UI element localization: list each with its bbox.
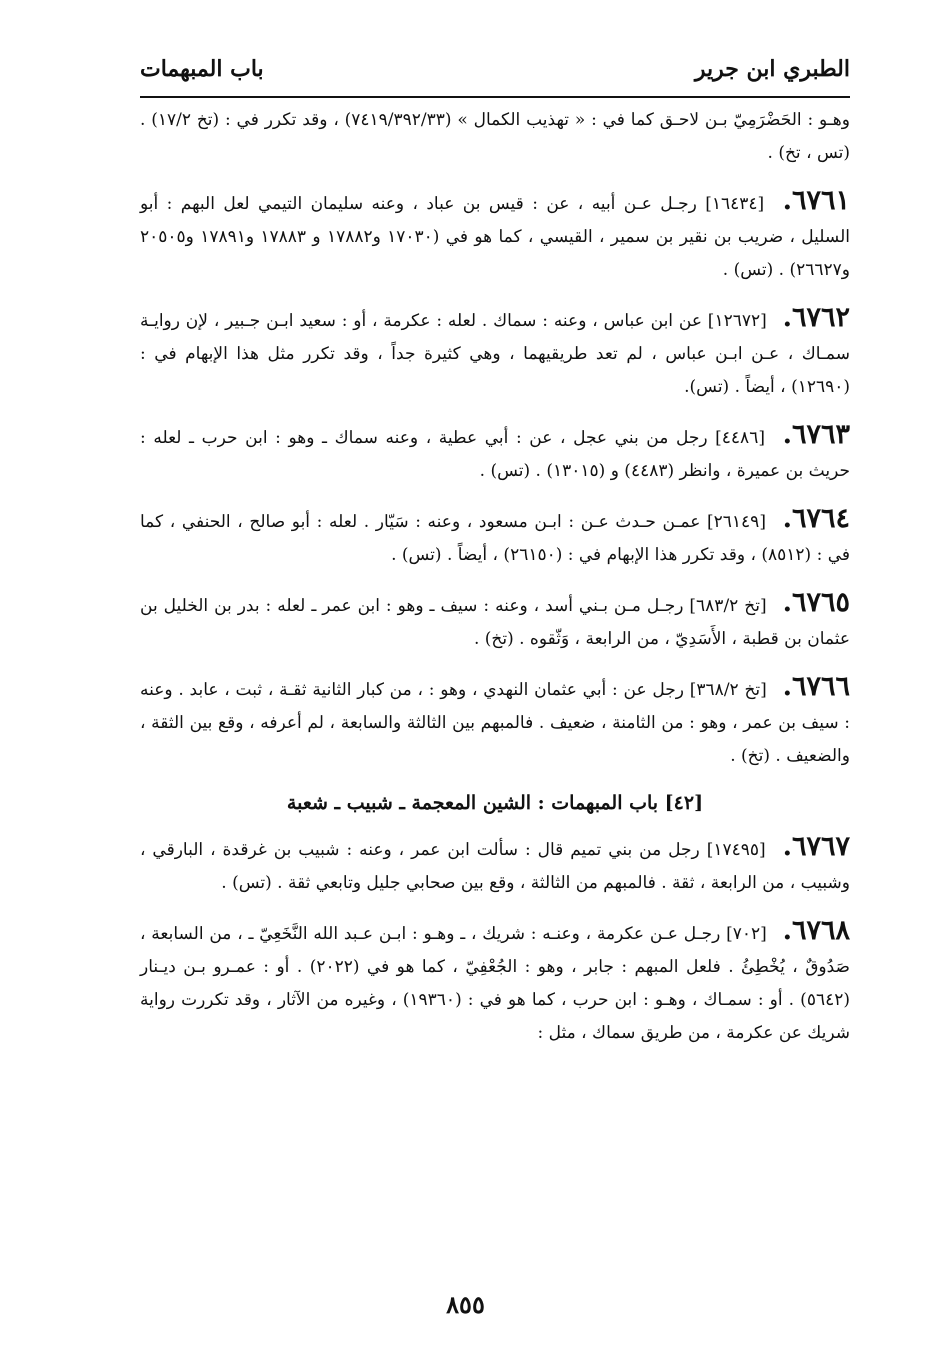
entry-number: ٦٧٦٨.: [782, 915, 850, 946]
entry-6763: [140, 418, 850, 488]
header-book-title: الطبري ابن جرير: [694, 56, 850, 82]
body-text: [140, 104, 850, 1064]
entry-6767: [140, 830, 850, 900]
entry-number: ٦٧٦٦.: [782, 671, 851, 702]
entry-6762: [140, 301, 850, 404]
entry-text: [١٦٤٣٤] رجـل عـن أبيه ، عن : قيس بن عباد ، وعنه سليمان التيمي لعل البهم : أبو السليل ، ضريب بن نقير بن سمير ، القيسي ، كما هو في (١٧٠٣٠ و١٧٨٨٢ و ١٧٨٨٣ و١٧٨٩١ و٢٠٥٠٥ و٢٦٦٢٧) . (تس) .: [140, 194, 850, 280]
entry-number: ٦٧٦٧.: [782, 831, 850, 862]
entry-6768: [140, 914, 850, 1050]
entry-6764: [140, 502, 850, 572]
entry-text: [٤٤٨٦] رجل من بني عجل ، عن : أبي عطية ، وعنه سماك ـ وهو : ابن حرب ـ لعله : حريث بن عميرة ، وانظر (٤٤٨٣) و (١٣٠١٥) . (تس) .: [140, 428, 850, 481]
entry-text: [٧٠٢] رجـل عـن عكرمة ، وعنـه : شريك ، ـ وهـو : ابـن عـبد الله النَّخَعِيّ ـ ، من السابعة ، صَدُوقٌ ، يُخْطِئُ . فلعل المبهم : جابر ، وهو : الجُعْفِيّ ، كما هو في (٢٠٢٢) . أو : عمـرو بـن ديـنار (٥٦٤٢) . أو : سمـاك ، وهـو : ابن حرب ، كما هو في : (١٩٣٦٠) ، وغيره من الآثار ، وقد تكررت رواية شريك عن عكرمة ، من طريق سماك ، مثل :: [140, 924, 850, 1043]
page-number: ٨٥٥: [446, 1290, 485, 1319]
entry-text: [تخ ٦٨٣/٢] رجـل مـن بـني أسد ، وعنه : سيف ـ وهو : ابن عمر ـ لعله : بدر بن الخليل بن عثمان بن قطبة ، الأَسَدِيّ ، من الرابعة ، وَثّقوه . (تخ) .: [140, 596, 850, 649]
entry-number: ٦٧٦٤.: [782, 503, 851, 534]
entry-number: ٦٧٦١.: [782, 185, 850, 216]
intro-paragraph: وهـو : الحَضْرَمِيّ بـن لاحـق كما في : « تهذيب الكمال » (٧٤١٩/٣٩٢/٣٣) ، وقد تكرر في : (تخ ١٧/٢) . (تس ، تخ) .: [140, 110, 850, 163]
header-chapter-title: باب المبهمات: [140, 56, 264, 82]
entry-text: [٢٦١٤٩] عمـن حـدث عـن : ابـن مسعود ، وعنه : سَيّار . لعله : أبو صالح ، الحنفي ، كما في : (٨٥١٢) ، وقد تكرر هذا الإبهام في : (٢٦١٥٠) ، أيضاً . (تس) .: [140, 512, 850, 565]
entry-6761: [140, 184, 850, 287]
entry-number: ٦٧٦٥.: [782, 587, 850, 618]
header-divider: [140, 96, 850, 98]
entry-number: ٦٧٦٣.: [782, 419, 850, 450]
entry-number: ٦٧٦٢.: [782, 302, 850, 333]
entry-6766: [140, 670, 850, 773]
entry-text: [١٧٤٩٥] رجل من بني تميم قال : سألت ابن عمر ، وعنه : شبيب بن غرقدة ، البارقي ، وشبيب ، من الرابعة ، ثقة . فالمبهم من الثالثة ، وقع بين صحابي جليل وتابعي ثقة . (تس) .: [140, 840, 850, 893]
running-header: [140, 50, 850, 96]
entry-text: [١٢٦٧٢] عن ابن عباس ، وعنه : سماك . لعله : عكرمة ، أو : سعيد ابـن جـبير ، لإن روايـة سمـاك ، عـن ابـن عباس ، لم تعد طريقيهما ، وهي كثيرة جداً ، وقد تكرر مثل هذا الإبهام في : (١٢٦٩٠) ، أيضاً . (تس).: [140, 311, 850, 397]
section-heading: [٤٢] باب المبهمات : الشين المعجمة ـ شبيب ـ شعبة: [286, 792, 704, 814]
entry-text: [تخ ٣٦٨/٢] رجل عن : أبي عثمان النهدي ، وهو : ، من كبار الثانية ثقـة ، ثبت ، عابد . وعنه : سيف بن عمر ، وهو : من الثامنة ، ضعيف . فالمبهم بين الثالثة والسابعة ، لم أعرفه ، وقع بين الثقة ، والضعيف . (تخ) .: [140, 680, 850, 766]
entry-6765: [140, 586, 850, 656]
